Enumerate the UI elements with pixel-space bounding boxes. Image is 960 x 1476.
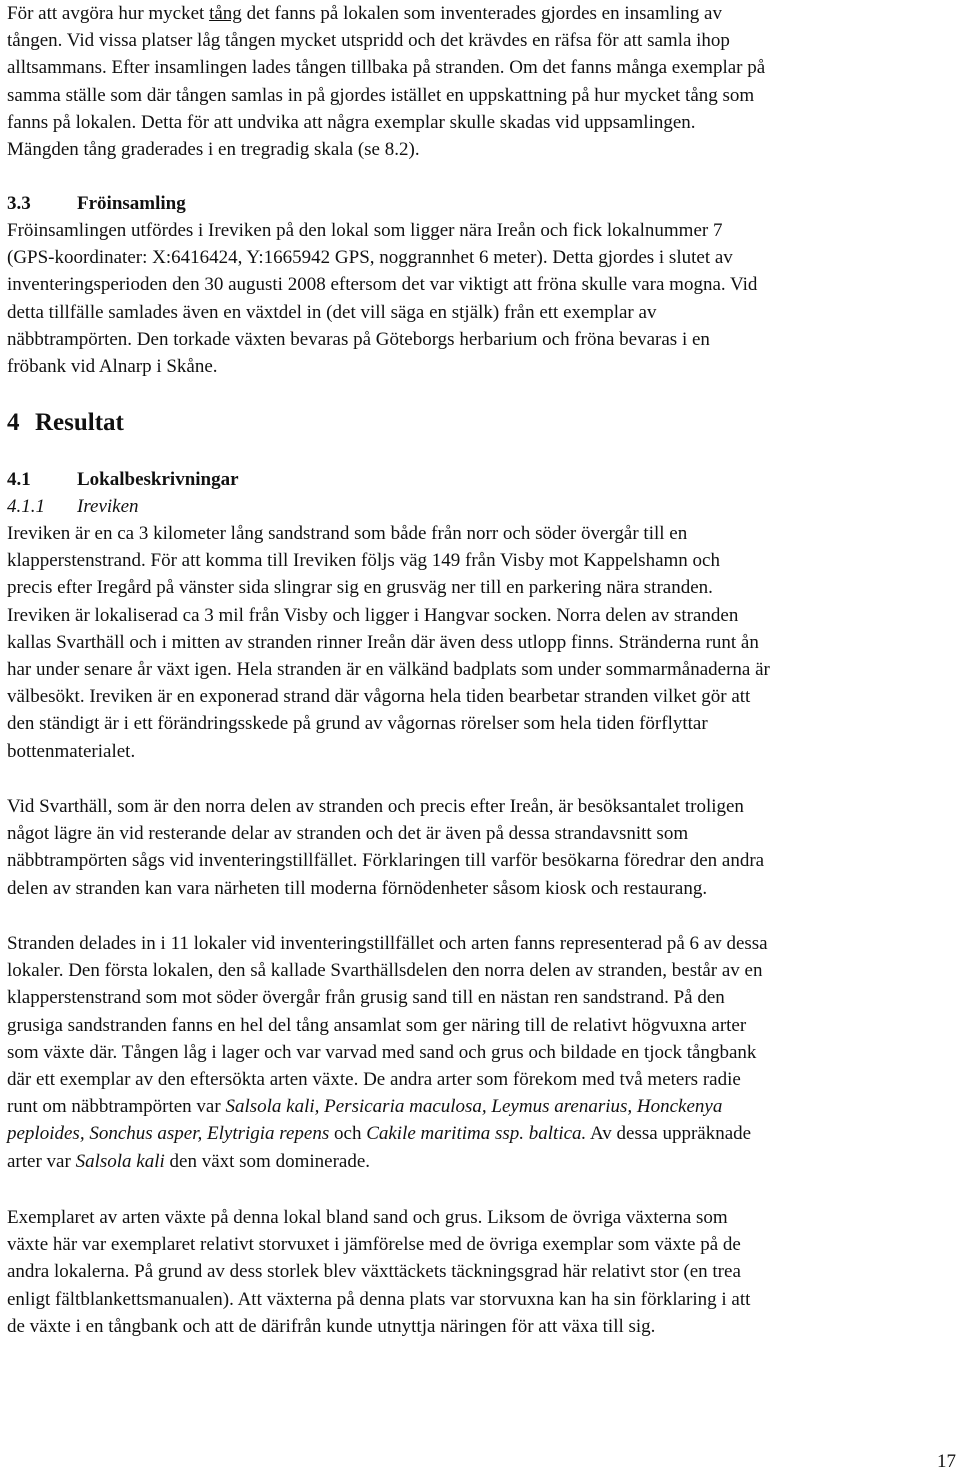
text-line: samma ställe som där tången samlas in på gjordes istället en uppskattning på hur mycket tång som xyxy=(7,84,755,106)
text-line: Fröinsamlingen utfördes i Ireviken på den lokal som ligger nära Ireån och fick lokalnummer 7 xyxy=(7,220,723,241)
text-line: kallas Svarthäll och i mitten av stranden rinner Ireån där även dess utlopp finns. Stränderna runt ån xyxy=(7,631,759,653)
heading-4 xyxy=(7,408,124,438)
text-line: Stranden delades in i 11 lokaler vid inventeringstillfället och arten fanns representerad på 6 av dessa xyxy=(7,933,768,954)
text-line: de växte i en tångbank och att de därifrån kunde utnyttja näringen för att växa till sig. xyxy=(7,1315,656,1337)
text-line: delen av stranden kan vara närheten till moderna förnödenheter såsom kiosk och restaurang. xyxy=(7,877,708,899)
text-line: näbbtrampörten. Den torkade växten bevaras på Göteborgs herbarium och fröna bevaras i en xyxy=(7,328,710,350)
text-line: Vid Svarthäll, som är den norra delen av stranden och precis efter Ireån, är besöksantalet troligen xyxy=(7,796,744,817)
text-line: fanns på lokalen. Detta för att undvika att några exemplar skulle skadas vid uppsamlingen. xyxy=(7,111,696,133)
text-line: den ständigt är i ett förändringsskede på grund av vågornas rörelser som hela tiden förflyttar xyxy=(7,713,708,735)
ireviken-paragraph-1 xyxy=(7,520,770,765)
text-line: Exemplaret av arten växte på denna lokal bland sand och grus. Liksom de övriga växterna som xyxy=(7,1207,728,1228)
text-line: (GPS-koordinater: X:6416424, Y:1665942 GPS, noggrannhet 6 meter). Detta gjordes i slutet av xyxy=(7,247,733,269)
heading-number: 4 xyxy=(7,409,20,436)
text-line: inventeringsperioden den 30 augusti 2008 eftersom det var viktigt att fröna skulle vara mogna. Vid xyxy=(7,274,758,296)
heading-4-1-1 xyxy=(7,493,139,520)
text-line: bottenmaterialet. xyxy=(7,740,136,762)
text-line: något lägre än vid resterande delar av stranden och det är även på dessa strandavsnitt som xyxy=(7,823,689,845)
heading-title: Ireviken xyxy=(77,496,139,517)
heading-title: Resultat xyxy=(35,409,124,436)
text-line: lokaler. Den första lokalen, den så kallade Svarthällsdelen den norra delen av stranden, består av en xyxy=(7,960,763,982)
text-line: Ireviken är lokaliserad ca 3 mil från Visby och ligger i Hangvar socken. Norra delen av stranden xyxy=(7,604,739,626)
text-line: runt om näbbtrampörten var Salsola kali, Persicaria maculosa, Leymus arenarius, Honckenya xyxy=(7,1096,723,1118)
text-line: grusiga sandstranden fanns en hel del tång ansamlat som ger näring till de relativt högvuxna arter xyxy=(7,1014,747,1036)
text-line: peploides, Sonchus asper, Elytrigia repens och Cakile maritima ssp. baltica. Av dessa uppräknade xyxy=(7,1123,752,1145)
heading-4-1 xyxy=(7,466,239,493)
heading-title: Lokalbeskrivningar xyxy=(77,469,239,490)
text-line: För att avgöra hur mycket tång det fanns på lokalen som inventerades gjordes en insamling av xyxy=(7,3,722,24)
text-line: andra lokalerna. På grund av dess storlek blev växttäckets täckningsgrad här relativt stor (en trea xyxy=(7,1261,741,1283)
text-line: detta tillfälle samlades även en växtdel in (det vill säga en stjälk) från ett exemplar av xyxy=(7,301,657,323)
heading-title: Fröinsamling xyxy=(77,193,186,214)
intro-paragraph xyxy=(7,0,765,163)
section-3-3-paragraph xyxy=(7,217,757,380)
underlined-word: tång xyxy=(209,3,242,24)
species-names: peploides, Sonchus asper, Elytrigia repens xyxy=(7,1123,330,1145)
text-line: där ett exemplar av den eftersökta arten växte. De andra arter som förekom med två meters radie xyxy=(7,1069,741,1091)
text-line: precis efter Iregård på vänster sida slingrar sig en grusväg ner till en parkering nära stranden. xyxy=(7,577,713,599)
heading-number: 3.3 xyxy=(7,193,31,214)
species-names: Cakile maritima ssp. baltica. xyxy=(366,1123,587,1145)
text-line: näbbtrampörten sågs vid inventeringstillfället. Förklaringen till varför besökarna föredrar den andra xyxy=(7,850,765,872)
page-number: 17 xyxy=(937,1451,956,1472)
text-line: tången. Vid vissa platser låg tången mycket utspridd och det krävdes en räfsa för att samla ihop xyxy=(7,30,730,52)
text-line: enligt fältblankettsmanualen). Att växterna på denna plats var storvuxna kan ha sin förklaring i att xyxy=(7,1288,751,1310)
heading-3-3 xyxy=(7,190,186,217)
text-line: växte här var exemplaret relativt storvuxet i jämförelse med de övriga exemplar som växte på de xyxy=(7,1234,741,1256)
text-line: arter var Salsola kali den växt som dominerade. xyxy=(7,1150,371,1172)
heading-number: 4.1 xyxy=(7,469,31,490)
text-line: klapperstenstrand. För att komma till Ireviken följs väg 149 från Visby mot Kappelshamn och xyxy=(7,550,720,572)
species-names: Salsola kali xyxy=(75,1150,165,1172)
ireviken-paragraph-4 xyxy=(7,1204,750,1340)
ireviken-paragraph-3 xyxy=(7,930,768,1175)
ireviken-paragraph-2 xyxy=(7,793,764,902)
text-line: fröbank vid Alnarp i Skåne. xyxy=(7,356,218,378)
text-line: klapperstenstrand som mot söder övergår från grusig sand till en nästan ren sandstrand. På den xyxy=(7,987,725,1009)
text-line: har under senare år växt igen. Hela stranden är en välkänd badplats som under sommarmånaderna är xyxy=(7,659,770,681)
text-line: Ireviken är en ca 3 kilometer lång sandstrand som både från norr och söder övergår till en xyxy=(7,523,688,544)
text-line: Mängden tång graderades i en tregradig skala (se 8.2). xyxy=(7,139,420,161)
species-names: Salsola kali, Persicaria maculosa, Leymus arenarius, Honckenya xyxy=(225,1096,723,1118)
heading-number: 4.1.1 xyxy=(7,496,45,517)
text-line: som växte där. Tången låg i lager och var varvad med sand och grus och bildade en tjock tångbank xyxy=(7,1041,757,1063)
text-line: välbesökt. Ireviken är en exponerad strand där vågorna hela tiden bearbetar stranden vilket gör att xyxy=(7,686,751,708)
text-line: alltsammans. Efter insamlingen lades tången tillbaka på stranden. Om det fanns många exemplar på xyxy=(7,57,766,79)
